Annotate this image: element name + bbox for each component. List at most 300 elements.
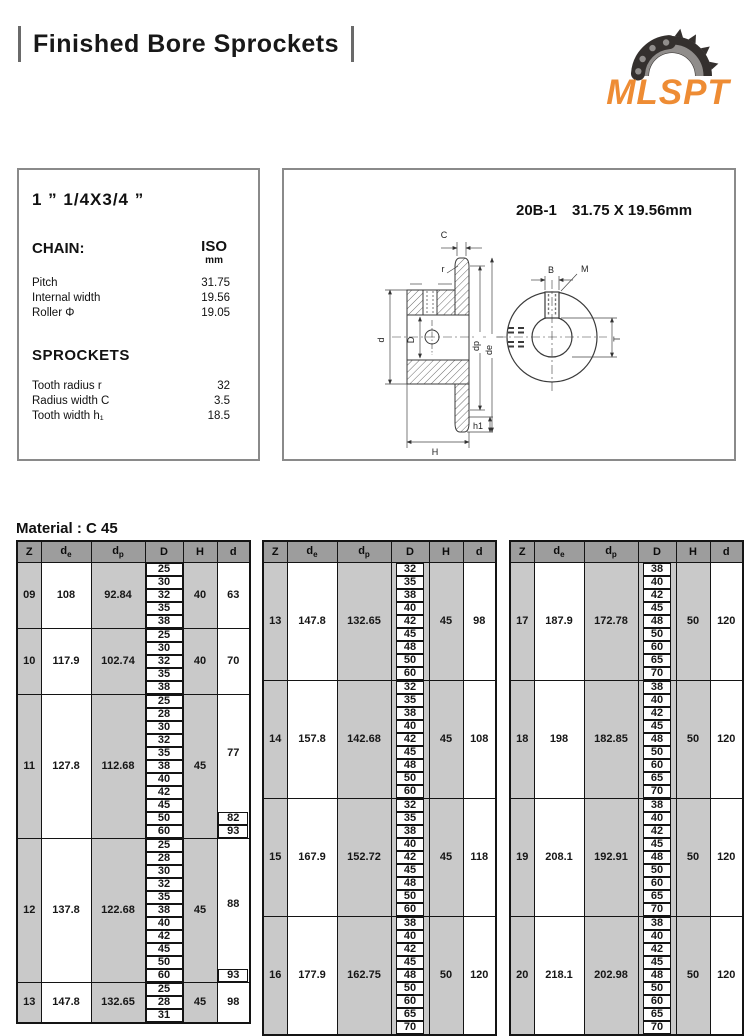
iso-label: ISO [201,238,227,255]
title-right-bar [351,26,354,62]
cell-H: 45 [183,839,217,983]
bore-value: 32 [396,563,424,576]
cell-d: 77 [217,695,250,813]
cell-bore-D [145,615,183,629]
cell-dp: 142.68 [337,681,391,799]
material-label: Material : C 45 [16,520,118,537]
table-row [17,983,250,997]
cell-bore-D [145,983,183,997]
cell-bore-D [638,917,676,931]
cell-H: 50 [429,917,463,1036]
spec-row [32,306,230,321]
cell-bore-D [391,694,429,707]
column-header: $d_e$ [534,541,584,563]
cell-bore-D [638,733,676,746]
cell-bore-D [145,681,183,695]
cell-bore-D [391,563,429,577]
svg-text:B: B [547,265,555,275]
cell-z: 13 [17,983,41,1024]
cell-bore-D [145,852,183,865]
chain-spec-rows [19,276,258,321]
cell-bore-D [145,655,183,668]
cell-H: 45 [429,799,463,917]
cell-d: 120 [710,799,743,917]
cell-dp: 132.65 [337,563,391,681]
bore-value: 40 [643,812,671,825]
cell-d: 120 [710,917,743,1036]
cell-bore-D [638,615,676,628]
cell-dp: 132.65 [91,983,145,1024]
bore-value: 28 [146,852,183,865]
bore-value: 25 [146,839,183,852]
bore-value: 60 [396,903,424,916]
bore-value: 32 [146,655,183,668]
cell-H: 50 [676,917,710,1036]
table-row [510,799,743,813]
cell-bore-D [638,956,676,969]
cell-bore-D [638,851,676,864]
bore-value: 40 [643,694,671,707]
bore-value: 38 [396,825,424,838]
bore-value: 25 [146,563,183,576]
column-header: D [391,541,429,563]
bore-value: 32 [146,878,183,891]
cell-d: 120 [710,681,743,799]
bore-value: 65 [643,654,671,667]
table-row [263,563,496,577]
bore-value: 38 [146,904,183,917]
bore-value: 32 [146,734,183,747]
table-row [263,681,496,695]
bore-value: 40 [643,930,671,943]
column-header: $d_p$ [584,541,638,563]
cell-bore-D [145,943,183,956]
spec-value: 31.75 [201,277,230,289]
bore-value: 65 [643,890,671,903]
cell-bore-D [638,681,676,695]
bore-value: 42 [396,851,424,864]
bore-value: 30 [146,721,183,734]
cell-bore-D [391,838,429,851]
bore-value: 48 [643,851,671,864]
cell-H: 45 [183,695,217,839]
cell-d [217,969,250,983]
brand-logo [597,12,740,108]
svg-text:dp: dp [471,340,481,352]
cell-z: 12 [17,839,41,983]
column-header: $d_e$ [287,541,337,563]
drawing-panel [282,168,736,461]
bore-value: 45 [396,746,424,759]
bore-value: 48 [643,615,671,628]
data-table [509,540,744,1036]
cell-d: 63 [217,563,250,629]
bore-value: 50 [146,812,183,825]
table-row [510,681,743,695]
bore-value: 50 [146,956,183,969]
svg-text:C: C [440,230,448,240]
table-row [263,917,496,931]
bore-value: 48 [643,733,671,746]
cell-bore-D [638,930,676,943]
cell-bore-D [391,733,429,746]
sprocket-spec-rows [19,379,258,424]
bore-value: 38 [146,681,183,694]
spec-label: Radius width C [32,395,110,407]
bore-value: 45 [396,628,424,641]
iso-column-header [201,240,227,268]
cell-bore-D [391,589,429,602]
cell-bore-D [391,720,429,733]
cell-bore-D [145,563,183,577]
cell-H: 50 [676,563,710,681]
bore-value: 50 [396,772,424,785]
cell-dp: 152.72 [337,799,391,917]
cell-H: 50 [676,681,710,799]
cell-bore-D [638,589,676,602]
cell-bore-D [145,786,183,799]
spec-value: 3.5 [214,395,230,407]
bore-value: 70 [396,1021,424,1034]
bore-value: 38 [146,760,183,773]
bore-value: 42 [643,825,671,838]
bore-value: 60 [146,825,183,838]
cell-bore-D [638,995,676,1008]
sprocket-table-2 [262,540,497,1036]
bore-value: 35 [146,668,183,681]
bore-value: 30 [146,865,183,878]
cell-d: 98 [463,563,496,681]
cell-bore-D [391,602,429,615]
cell-bore-D [391,825,429,838]
size-title: 1 ” 1/4X3/4 ” [32,190,145,209]
data-table [16,540,251,1024]
bore-value: 38 [643,681,671,694]
svg-text:de: de [484,344,494,356]
cell-z: 13 [263,563,287,681]
cell-z: 11 [17,695,41,839]
spec-value: 32 [217,380,230,392]
spec-row [32,379,230,394]
data-table [262,540,497,1036]
chain-heading [32,240,245,270]
cell-bore-D [145,708,183,721]
bore-value: 60 [643,759,671,772]
bore-value: 70 [643,1021,671,1034]
svg-text:H: H [431,447,439,457]
d-value: 93 [218,825,248,838]
cell-bore-D [638,982,676,995]
bore-value: 28 [146,996,183,1009]
column-header: H [429,541,463,563]
bore-value: 45 [396,864,424,877]
cell-bore-D [391,890,429,903]
bore-value: 50 [396,890,424,903]
bore-value: 42 [396,943,424,956]
bore-value: 28 [146,708,183,721]
cell-bore-D [391,641,429,654]
bore-value: 45 [643,956,671,969]
cell-dp: 102.74 [91,629,145,695]
bore-value: 60 [643,641,671,654]
cell-bore-D [145,760,183,773]
cell-de: 147.8 [41,983,91,1024]
cell-bore-D [145,602,183,615]
table-row [510,917,743,931]
column-header: d [217,541,250,563]
cell-z: 19 [510,799,534,917]
front-view-dimensions [531,274,617,357]
d-value: 93 [218,969,248,982]
sprocket-table-3 [509,540,744,1036]
cell-bore-D [638,838,676,851]
column-header: $d_p$ [337,541,391,563]
cell-bore-D [391,969,429,982]
cell-bore-D [145,734,183,747]
bore-value: 40 [396,720,424,733]
column-header: $d_e$ [41,541,91,563]
cell-bore-D [391,956,429,969]
cell-dp: 182.85 [584,681,638,799]
cell-dp: 192.91 [584,799,638,917]
cell-bore-D [145,917,183,930]
spec-label: Tooth width h₁ [32,410,104,422]
cell-bore-D [638,799,676,813]
cell-d: 120 [463,917,496,1036]
cell-bore-D [638,890,676,903]
bore-value: 40 [396,930,424,943]
cell-bore-D [391,799,429,813]
bore-value: 35 [146,891,183,904]
cell-de: 218.1 [534,917,584,1036]
bore-value: 50 [643,628,671,641]
cell-de: 157.8 [287,681,337,799]
cell-bore-D [638,785,676,799]
cell-d: 70 [217,629,250,695]
cell-bore-D [638,720,676,733]
cell-d [217,812,250,825]
cell-bore-D [391,746,429,759]
svg-text:h1: h1 [473,421,484,431]
cell-de: 108 [41,563,91,629]
bore-value: 60 [396,667,424,680]
cell-bore-D [391,707,429,720]
cell-z: 15 [263,799,287,917]
cell-H: 40 [183,629,217,695]
bore-value: 35 [396,694,424,707]
header [18,26,354,62]
bore-value: 35 [396,812,424,825]
cell-bore-D [145,695,183,709]
bore-value: 32 [396,799,424,812]
cell-bore-D [391,903,429,917]
bore-value: 42 [146,786,183,799]
cell-bore-D [145,1009,183,1023]
column-header: D [638,541,676,563]
bore-value: 40 [146,917,183,930]
cell-de: 127.8 [41,695,91,839]
iso-unit: mm [205,255,223,266]
bore-value: 40 [146,773,183,786]
spec-row [32,276,230,291]
bore-value: 50 [396,654,424,667]
cell-bore-D [145,721,183,734]
cell-bore-D [391,864,429,877]
spec-label: Internal width [32,292,101,304]
cell-bore-D [391,772,429,785]
cell-bore-D [391,943,429,956]
bore-value: 25 [146,695,183,708]
bore-value: 30 [146,642,183,655]
cell-bore-D [638,759,676,772]
cell-bore-D [638,628,676,641]
cell-bore-D [638,969,676,982]
table-row [17,629,250,643]
cell-bore-D [391,917,429,931]
cell-bore-D [638,864,676,877]
cell-de: 177.9 [287,917,337,1036]
bore-value: 32 [396,681,424,694]
cell-bore-D [145,904,183,917]
bore-value: 50 [643,746,671,759]
cell-bore-D [638,576,676,589]
cell-dp: 92.84 [91,563,145,629]
cell-de: 198 [534,681,584,799]
bore-value: 50 [643,864,671,877]
sprockets-heading: SPROCKETS [32,347,130,364]
bore-value: 45 [643,720,671,733]
column-header: D [145,541,183,563]
bore-value: 70 [643,667,671,680]
cell-z: 20 [510,917,534,1036]
bore-value: 38 [396,589,424,602]
cell-de: 117.9 [41,629,91,695]
cell-z: 18 [510,681,534,799]
cell-dp: 172.78 [584,563,638,681]
bore-value: 48 [396,877,424,890]
cell-bore-D [145,576,183,589]
spec-label: Tooth radius r [32,380,102,392]
bore-value: 35 [146,602,183,615]
bore-value: 40 [396,602,424,615]
cell-d [217,825,250,839]
spec-row [32,409,230,424]
bore-value: 32 [146,589,183,602]
cell-H: 45 [429,681,463,799]
spec-row [32,291,230,306]
cell-bore-D [638,602,676,615]
cell-H: 40 [183,563,217,629]
d-value: 82 [218,812,248,825]
column-header: $d_p$ [91,541,145,563]
cell-bore-D [638,1021,676,1035]
cell-bore-D [391,759,429,772]
bore-value: 70 [643,785,671,798]
cell-bore-D [391,930,429,943]
cell-bore-D [145,825,183,839]
cell-H: 45 [183,983,217,1024]
cell-bore-D [391,1021,429,1035]
cell-d: 88 [217,839,250,970]
cell-d: 108 [463,681,496,799]
svg-text:d: d [376,337,386,343]
bore-value: 60 [643,995,671,1008]
bore-value: 38 [396,917,424,930]
cell-bore-D [391,877,429,890]
bore-value: 25 [146,629,183,642]
cell-dp: 122.68 [91,839,145,983]
cell-z: 16 [263,917,287,1036]
bore-value: 60 [396,785,424,798]
cell-de: 167.9 [287,799,337,917]
bore-value: 31 [146,1009,183,1022]
sprocket-table-1 [16,540,251,1024]
cell-bore-D [145,969,183,983]
spec-label: Roller Φ [32,307,75,319]
spec-value: 19.05 [201,307,230,319]
cell-bore-D [391,576,429,589]
spec-value: 18.5 [207,410,230,422]
cell-bore-D [391,667,429,681]
bore-value: 65 [643,1008,671,1021]
column-header: Z [510,541,534,563]
cell-z: 17 [510,563,534,681]
bore-value: 45 [643,602,671,615]
bore-value: 42 [643,943,671,956]
table-row [510,563,743,577]
sprocket-drawing [284,170,734,459]
bore-value: 38 [146,615,183,628]
svg-text:M: M [581,264,589,274]
bore-value: 42 [643,589,671,602]
bore-value: 48 [396,969,424,982]
cell-bore-D [391,628,429,641]
svg-text:T: T [612,336,622,342]
bore-value: 45 [146,943,183,956]
bore-value: 42 [396,733,424,746]
bore-value: 35 [396,576,424,589]
column-header: Z [17,541,41,563]
cell-dp: 112.68 [91,695,145,839]
cell-de: 137.8 [41,839,91,983]
cell-bore-D [145,589,183,602]
column-header: Z [263,541,287,563]
cell-de: 187.9 [534,563,584,681]
cell-bore-D [145,629,183,643]
cell-bore-D [145,930,183,943]
svg-text:r: r [441,264,445,274]
table-row [17,839,250,853]
bore-value: 70 [643,903,671,916]
bore-value: 40 [396,838,424,851]
spec-value: 19.56 [201,292,230,304]
cell-bore-D [391,812,429,825]
drawing-title-size: 31.75 X 19.56mm [572,202,693,219]
spec-label: Pitch [32,277,58,289]
cell-de: 208.1 [534,799,584,917]
spec-box [17,168,260,461]
bore-value: 48 [396,641,424,654]
bore-value: 35 [146,747,183,760]
table-row [263,799,496,813]
table-row [17,563,250,577]
cell-d: 98 [217,983,250,1024]
bore-value: 42 [146,930,183,943]
bore-value: 45 [396,956,424,969]
cell-H: 45 [429,563,463,681]
cell-dp: 162.75 [337,917,391,1036]
cell-bore-D [638,812,676,825]
